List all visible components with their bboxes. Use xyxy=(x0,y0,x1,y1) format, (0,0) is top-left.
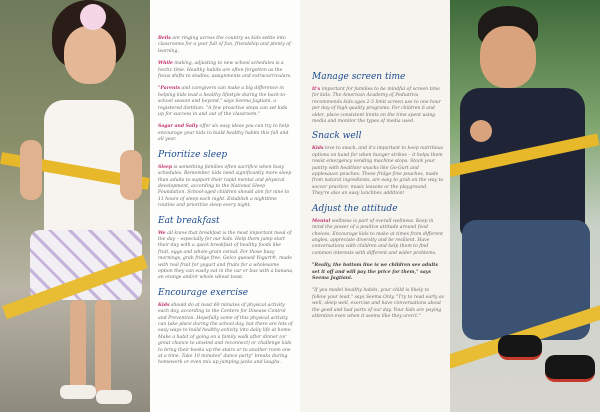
intro-paragraph: "Parents and caregivers can make a big difference in helping kids lead a healthy lifestyle during the back-to-school season and beyond," says Seema Jagtiani, a registered dietitian. "A few proactive steps can set kids up for success in and out of the classroom." xyxy=(158,86,288,118)
right-text-column xyxy=(300,0,450,412)
section-heading: Adjust the attitude xyxy=(312,203,398,214)
left-text-column xyxy=(150,0,300,412)
section-heading: Prioritize sleep xyxy=(158,149,228,160)
section-paragraph: Kids should do at least 60 minutes of physical activity each day, according to the Centers for Disease Control and Prevention. Hopefully some of this physical activity can take place during the school day, but there are lots of easy ways to build healthy activity into daily life at home. Make a habit of going on a family walk after dinner (or great chance to unwind and reconnect) or challenge kids to bring their books up the stairs or to another room one at a time. Take 10 minutes" dance party" breaks during homework or even mix up jumping jacks and laughs. xyxy=(158,302,293,366)
intro-paragraph: Sagar and Sally offer six easy ideas you can try to help encourage your kids to build healthy habits this fall and all year. xyxy=(158,124,290,143)
shoe-shape xyxy=(60,385,96,399)
leg-shape xyxy=(95,300,111,395)
section-paragraph: It's important for families to be mindful of screen time for kids. The American Academy of Pediatrics recommends kids ages 2-5 limit screen use to one hour per day of high-quality programs. For children 6 and older, place consistent limits on the time spent using media and monitor the types of media used. xyxy=(312,87,441,125)
arm-shape xyxy=(20,140,42,200)
face-shape xyxy=(64,26,116,84)
intro-paragraph: Bells are ringing across the country as kids settle into classrooms for a year full of fun, friendship and plenty of learning. xyxy=(158,36,291,54)
boy-photo xyxy=(450,0,600,412)
face-shape xyxy=(480,26,536,88)
section-heading: Encourage exercise xyxy=(158,287,249,298)
section-heading: Snack well xyxy=(312,131,362,142)
section-heading: Manage screen time xyxy=(312,72,406,82)
arm-shape xyxy=(120,150,142,200)
intro-paragraph: While making, adjusting to new school schedules is a hectic time. Healthy habits are often forgotten as the focus shifts to studies, assignments and extracurriculars. xyxy=(158,61,292,80)
section-heading: Eat breakfast xyxy=(158,215,220,226)
leg-shape xyxy=(70,300,86,390)
shoe-shape xyxy=(545,355,595,382)
section-paragraph: "If you model healthy habits, your child is likely to follow your lead," says Seema Only. "Try to read early as well, sleep well, exercise and have conversations about the good and bad parts of our day. Your kids are paying attention even when it seems like they aren't." xyxy=(312,288,445,319)
flower-icon xyxy=(80,4,106,30)
pull-quote: "Really, the bottom line is we children see adults set it off and will pay the price for them," says Seema Jagtiani. xyxy=(312,263,438,281)
girl-photo xyxy=(0,0,150,412)
section-paragraph: We all know that breakfast is the most important meal of the day – especially for our kids. Help them jump start their day with a quick breakfast of healthy foods like fruit, eggs and whole-grain cereal. For those busy mornings, grab fridge-free, Gelco queued Yogurt®, made with real fruit for yogurt and fruits for a wholesome option they can easily eat in the car or bus with a banana, an orange and/or whole wheat toast. xyxy=(158,230,294,281)
hand-shape xyxy=(470,120,492,142)
shoe-shape xyxy=(96,390,132,404)
section-paragraph: Mental wellness is part of overall wellness. Keep in mind the power of a positive attitude around food choices. Encourage kids to make at times from different angles, appreciate diversity and be resilient. Have conversations with children and help them to find common interests with different and wider problems. xyxy=(312,218,443,256)
shoe-shape xyxy=(498,335,542,360)
section-paragraph: Kids love to snack, and it's important to keep nutritious options on hand for when hunger strikes – it helps them resist emergency vending machine stops. Stock your pantry with healthier snacks like Go-Gurt and applesauce pouches. These fridge-free pouches, made from natural ingredients, are easy to grab on the way to soccer practice, music lessons or the playground. They're also an easy lunchbox addition! xyxy=(312,146,444,197)
section-paragraph: Sleep is something families often sacrifice when busy schedules. Remember, kids need significantly more sleep than adults to support their rapid mental and physical development, according to the National Sleep Foundation. School-aged children should aim for nine to 11 hours of sleep each night. Establish a nighttime routine and prioritize sleep every night. xyxy=(158,164,292,209)
